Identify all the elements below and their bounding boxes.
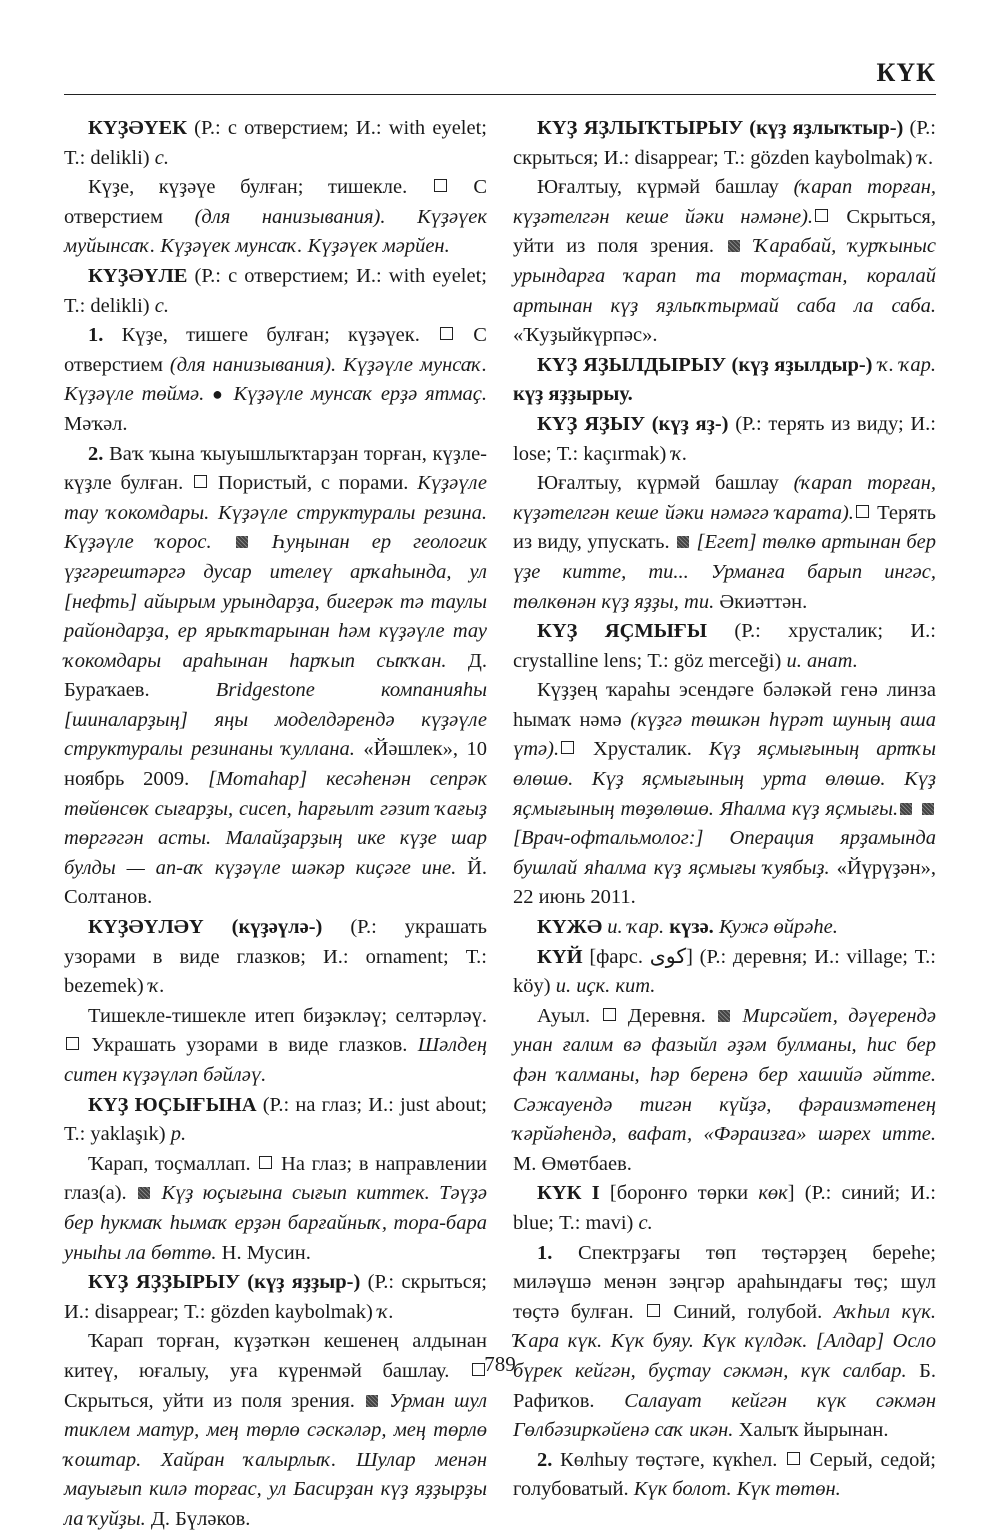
entry-paragraph: 1. Күҙе, тишеге булған; күҙәүек. С отверстием (для нанизывания). Күҙәүле мунсаҡ. Күҙәүле төймә. ● Күҙәүле мунсаҡ ерҙә ятмаҫ. Мәҡәл. [64, 324, 487, 435]
entry-paragraph: 2. Көлһыу төҫтәге, күкһел. Серый, седой; голубоватый. Күк болот. Күк төтөн. [513, 1448, 937, 1501]
entry-paragraph: КҮК I [боронғо төрки көк] (Р.: синий; И.: blue; Т.: mavi) с. [513, 1182, 936, 1234]
right-column [513, 114, 936, 1505]
entry-paragraph: Тишекле-тишекле итеп биҙәкләү; селтәрләү. Украшать узорами в виде глазков. Шәлдең ситен күҙәүләп бәйләү. [64, 1004, 487, 1086]
example-marker-icon [236, 536, 248, 548]
entry-paragraph: Юғалтыу, күрмәй башлау (ҡарап торған, күҙәтелгән кеше йәки нәмәне). Скрыться, уйти из поля зрения. Ҡарабай, ҡурҡыныс урындарға ҡарап та тормаҫтан, коралай артынан күҙ яҙлыҡтырмай саба ла саба. «Ҡуҙыйкүрпәс». [513, 176, 936, 347]
example-marker-icon [677, 536, 689, 548]
square-marker-icon [66, 1037, 79, 1050]
example-marker-icon [728, 240, 740, 252]
entry-paragraph: КҮҘ ЯҪМЫҒЫ (Р.: хрусталик; И.: crystalline lens; Т.: göz merceği) и. анат. [513, 620, 936, 672]
entry-paragraph: 1. Спектрҙағы төп төҫтәрҙең береһе; миләүшә менән зәңгәр араһындағы төҫ; шул төҫтә булған. Синий, голубой. Аҡһыл күк. Ҡара күк. Күк буяу. Күк күлдәк. [Алдар] Осло бүрек кейгән, буҫтау сәкмән, күк салбар. Б. Рафиҡов. Салауат кейгән күк сәкмән Гөлбәзиркәйенә саҡ икән. Халыҡ йырынан. [513, 1241, 936, 1442]
square-marker-icon [856, 505, 869, 518]
entry-paragraph: КҮҘ ЯҘЫЛДЫРЫУ (күҙ яҙылдыр-) ҡ. ҡар. күҙ яҙҙырыу. [513, 353, 936, 406]
entry-paragraph: КҮҘ ЯҘҘЫРЫУ (күҙ яҙҙыр-) (Р.: скрыться; И.: disappear; Т.: gözden kaybolmak) ҡ. [64, 1271, 487, 1323]
entry-paragraph: Ҡарап, тоҫмаллап. На глаз; в направлении глаз(а). Күҙ юҫығына сығып киттек. Тәүҙә бер һукмаҡ һымаҡ ерҙән барғайныҡ, тора-бара уныһы ла бөттө. Н. Мусин. [64, 1152, 488, 1264]
example-marker-icon [900, 803, 912, 815]
header-rule [64, 94, 936, 95]
page-number: 789 [484, 1352, 516, 1376]
example-marker-icon [718, 1010, 730, 1022]
entry-paragraph: КҮҘ ЯҘЛЫҠТЫРЫУ (күҙ яҙлыҡтыр-) (Р.: скрыться; И.: disappear; Т.: gözden kaybolmak) ҡ. [513, 117, 936, 169]
square-marker-icon [434, 179, 447, 192]
left-column [64, 114, 487, 1535]
entry-paragraph: КҮҘ ЮҪЫҒЫНА (Р.: на глаз; И.: just about; Т.: yaklaşık) р. [64, 1093, 487, 1146]
square-marker-icon [561, 741, 574, 754]
square-marker-icon [787, 1452, 800, 1465]
square-marker-icon [647, 1304, 660, 1317]
example-marker-icon [922, 803, 934, 815]
example-marker-icon [138, 1187, 150, 1199]
square-marker-icon [603, 1008, 616, 1021]
square-marker-icon [815, 209, 828, 222]
entry-paragraph: КҮҘӘҮЕК (Р.: с отверстием; И.: with eyelet; Т.: delikli) с. [64, 117, 487, 169]
entry-paragraph: 2. Ваҡ ҡына ҡыуышлыҡтарҙан торған, күҙле-күҙле булған. Пористый, с порами. Күҙәүле тау ҡокомдары. Күҙәүле структуралы резина. Күҙәүле ҡорос. Һуңынан ер геологик үҙгәрештәргә дусар ителеү арҡаһында, ул [нефть] айырым урындарҙа, бигерәк тә таулы райондарҙа, ер ярыҡтарынан һәм күҙәүле тау ҡокомдары араһынан һарҡып сыҡҡан. Д. Бураҡаев. Bridgestone компанияһы [шиналарҙың] яңы моделдәрендә күҙәүле структуралы резинаны ҡуллана. «Йәшлек», 10 ноябрь 2009. [Мотаһар] кесәһенән сепрәк төйөнсөк сығарҙы, сисеп, һарғылт гәзит ҡағыҙ төргәгән асты. Малайҙарҙың ике күҙе шар булды — ап-аҡ күҙәүле шәкәр киҫәге ине. Й. Солтанов. [64, 442, 488, 909]
entry-paragraph: КҮҘӘҮЛӘҮ (күҙәүлә-) (Р.: украшать узорами в виде глазков; И.: ornament; Т.: bezemek) ҡ. [64, 916, 487, 998]
square-marker-icon [194, 475, 207, 488]
entry-paragraph: КҮҘ ЯҘЫУ (күҙ яҙ-) (Р.: терять из виду; И.: lose; Т.: kaçırmak) ҡ. [513, 412, 937, 465]
entry-paragraph: КҮҘӘҮЛЕ (Р.: с отверстием; И.: with eyelet; Т.: delikli) с. [64, 264, 487, 317]
entry-paragraph: Юғалтыу, күрмәй башлау (ҡарап торған, күҙәтелгән кеше йәки нәмәгә ҡарата). Терять из виду, упускать. [Егет] төлкө артынан бер үҙе китте, ти... Урманға барып ингәс, төлкөнән күҙ яҙҙы, ти. Әкиәттән. [513, 472, 937, 613]
entry-paragraph: КҮЖӘ и. ҡар. күзә. Кужә өйрәһе. [537, 916, 838, 939]
entry-paragraph: Күҙе, күҙәүе булған; тишекле. С отверстием (для нанизывания). Күҙәүек муйынсаҡ. Күҙәүек мунсаҡ. Күҙәүек мәрйен. [64, 176, 487, 258]
entry-paragraph: Ҡарап торған, күҙәткән кешенең алдынан китеү, юғалыу, уға күренмәй башлау. Скрыться, уйти из поля зрения. Урман шул тиклем матур, мең төрлө сәскәләр, мең төрлө ҡоштар. Хайран ҡалырлыҡ. Шулар менән мауығып килә торғас, ул Басирҙан күҙ яҙҙырҙы ла ҡуйҙы. Д. Бүләков. [64, 1330, 488, 1530]
entry-paragraph: Ауыл. Деревня. Мирсәйет, дәүерендә унан ғалим вә фазыйл әҙәм булманы, һис бер фән ҡалманы, һәр беренә бер хашийә әйтте. Сәжауендә тигән күйҙә, фәраизмәтенең ҡәрйәһендә, вафат, «Фәраизға» шәрех итте. М. Өмөтбаев. [513, 1004, 936, 1175]
bullet-icon: ● [212, 384, 226, 405]
example-marker-icon [366, 1395, 378, 1407]
square-marker-icon [259, 1156, 272, 1169]
entry-paragraph: КҮЙ [фарс. کوى] (Р.: деревня; И.: village; Т.: köy) и. иҫк. кит. [513, 945, 936, 998]
running-head: КҮК [876, 58, 936, 87]
entry-paragraph: Күҙҙең ҡараһы эсендәге бәләкәй генә линза һымаҡ нәмә (күҙгә төшкән һүрәт шуның аша үтә). Хрусталик. Күҙ яҫмығының артҡы өлөшө. Күҙ яҫмығының урта өлөшө. Күҙ яҫмығының төҙөлөшө. Яһалма күҙ яҫмығы. [Врач-офтальмолог:] Операция ярҙамында бушлай яһалма күҙ яҫмығы ҡуябыҙ. «Йүрүҙән», 22 июнь 2011. [513, 679, 936, 909]
square-marker-icon [440, 327, 453, 340]
